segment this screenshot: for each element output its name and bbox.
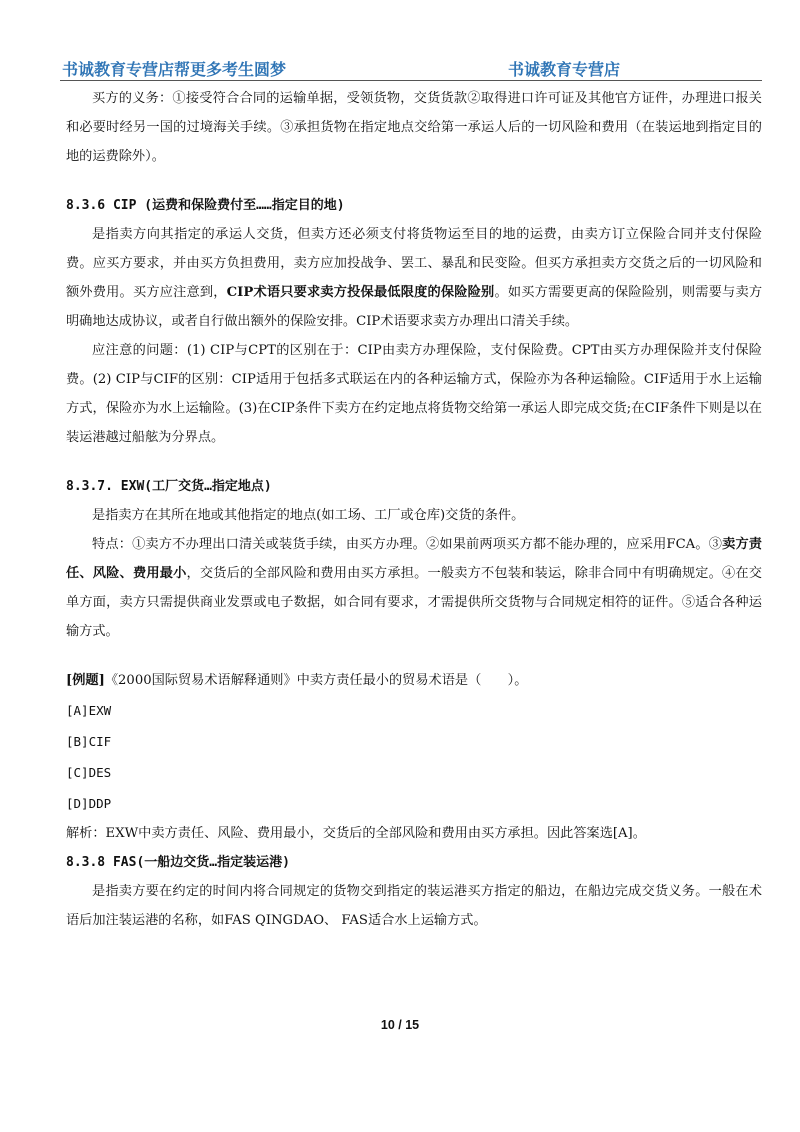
exw-heading: 8.3.7. EXW(工厂交货…指定地点) <box>66 479 272 494</box>
fas-heading: 8.3.8 FAS(一船边交货…指定装运港) <box>66 855 290 870</box>
cip-heading: 8.3.6 CIP (运费和保险费付至……指定目的地) <box>66 198 345 213</box>
example-question-text: 《2000国际贸易术语解释通则》中卖方责任最小的贸易术语是（ ）。 <box>104 673 528 688</box>
example-analysis: 解析：EXW中卖方责任、风险、费用最小，交货后的全部风险和费用由买方承担。因此答案选[A]。 <box>66 826 646 841</box>
cip-text-a: 是指卖方向其指定的承运人交货，但卖方还必须支付将货物运至目的地的运费，由卖方订立保险合同并支付保险费。应买方要求，并由买方负担费用，卖方应加投战争、罢工、暴乱和民变险。但买方承担卖方交货之后的一切风险和额外费用。买方应注意到， <box>66 227 762 300</box>
buyer-obligations-paragraph: 买方的义务：①接受符合合同的运输单据，受领货物，交货货款②取得进口许可证及其他官方证件，办理进口报关和必要时经另一国的过境海关手续。③承担货物在指定地点交给第一承运人后的一切风险和费用（在装运地到指定目的地的运费除外）。 <box>66 91 762 164</box>
header-left-title: 书诚教育专营店帮更多考生圆梦 <box>62 60 287 79</box>
exw-paragraph-2 <box>66 530 762 646</box>
cip-paragraph-1 <box>66 220 762 336</box>
option-d: [D]DDP <box>66 796 112 811</box>
option-c: [C]DES <box>66 765 112 780</box>
page-number: 10 / 15 <box>380 1018 420 1032</box>
exw-paragraph-1: 是指卖方在其所在地或其他指定的地点(如工场、工厂或仓库)交货的条件。 <box>92 508 525 523</box>
option-a: [A]EXW <box>66 703 112 718</box>
cip-paragraph-2: 应注意的问题：(1) CIP与CPT的区别在于：CIP由卖方办理保险，支付保险费。CPT由买方办理保险并支付保险费。(2) CIP与CIF的区别：CIP适用于包括多式联运在内的各种运输方式，保险亦为各种运输险。CIF适用于水上运输方式，保险亦为水上运输险。(3)在CIP条件下卖方在约定地点将货物交给第一承运人即完成交货;在CIF条件下则是以在装运港越过船舷为分界点。 <box>66 343 762 445</box>
exw-text-b: ，交货后的全部风险和费用由买方承担。一般卖方不包装和装运，除非合同中有明确规定。④在交单方面，卖方只需提供商业发票或电子数据，如合同有要求，才需提供所交货物与合同规定相符的证件。⑤适合各种运输方式。 <box>66 566 762 639</box>
cip-text-b: 。如买方需要更高的保险险别，则需要与卖方明确地达成协议，或者自行做出额外的保险安排。CIP术语要求卖方办理出口清关手续。 <box>66 285 763 329</box>
fas-paragraph-1: 是指卖方要在约定的时间内将合同规定的货物交到指定的装运港买方指定的船边，在船边完成交货义务。一般在术语后加注装运港的名称，如FAS QINGDAO、 FAS适合水上运输方式。 <box>66 884 762 928</box>
example-question <box>66 666 762 695</box>
header-right-title: 书诚教育专营店 <box>508 60 621 79</box>
page-header <box>60 55 762 81</box>
header-divider <box>60 80 762 81</box>
document-body <box>66 84 762 935</box>
exw-text-a: 特点：①卖方不办理出口清关或装货手续，由买方办理。②如果前两项买方都不能办理的，应采用FCA。③ <box>92 537 723 552</box>
option-b: [B]CIF <box>66 734 112 749</box>
example-tag: [例题] <box>66 673 105 688</box>
cip-bold-text: CIP术语只要求卖方投保最低限度的保险险别 <box>226 285 495 300</box>
exw-bold-text: 卖方责任、风险、费用最小 <box>66 537 762 581</box>
